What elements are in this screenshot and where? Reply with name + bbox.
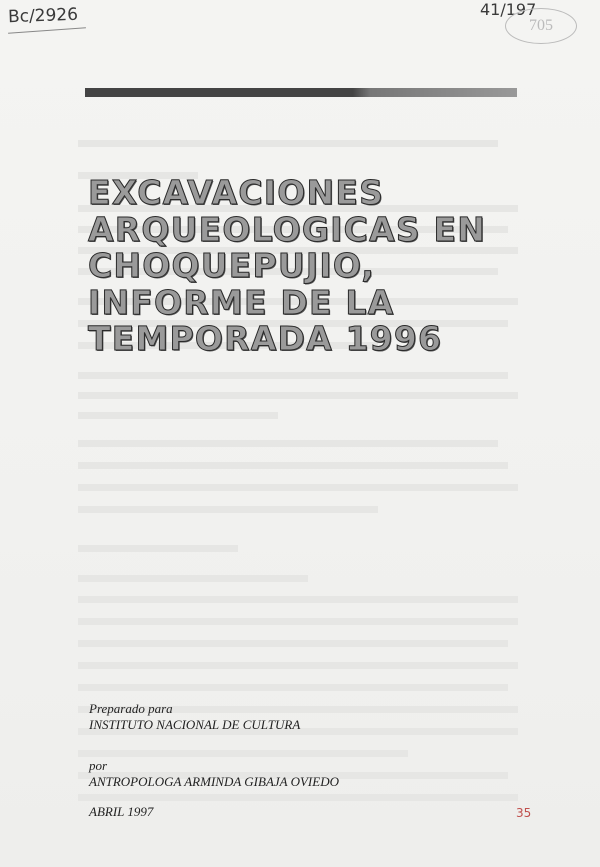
title-line: ARQUEOLOGICAS EN <box>88 209 487 249</box>
title-line: TEMPORADA 1996 <box>88 319 443 358</box>
title-line: EXCAVACIONES <box>88 173 385 212</box>
prepared-for-label: Preparado para <box>89 701 173 716</box>
handwritten-note: 41/197 <box>480 0 537 19</box>
handwritten-catalog-code: Bc/2926 <box>7 4 79 28</box>
handwritten-page-number: 35 <box>516 806 532 820</box>
author-name: ANTROPOLOGA ARMINDA GIBAJA OVIEDO <box>89 774 339 789</box>
title-line: INFORME DE LA <box>88 282 395 322</box>
document-date: ABRIL 1997 <box>89 804 154 819</box>
document-title <box>88 175 518 358</box>
header-rule <box>85 88 517 97</box>
by-label: por <box>89 758 108 773</box>
institution-name: INSTITUTO NACIONAL DE CULTURA <box>89 717 301 732</box>
title-line: CHOQUEPUJIO, <box>88 246 376 285</box>
handwritten-circled-number: 705 <box>505 8 577 44</box>
